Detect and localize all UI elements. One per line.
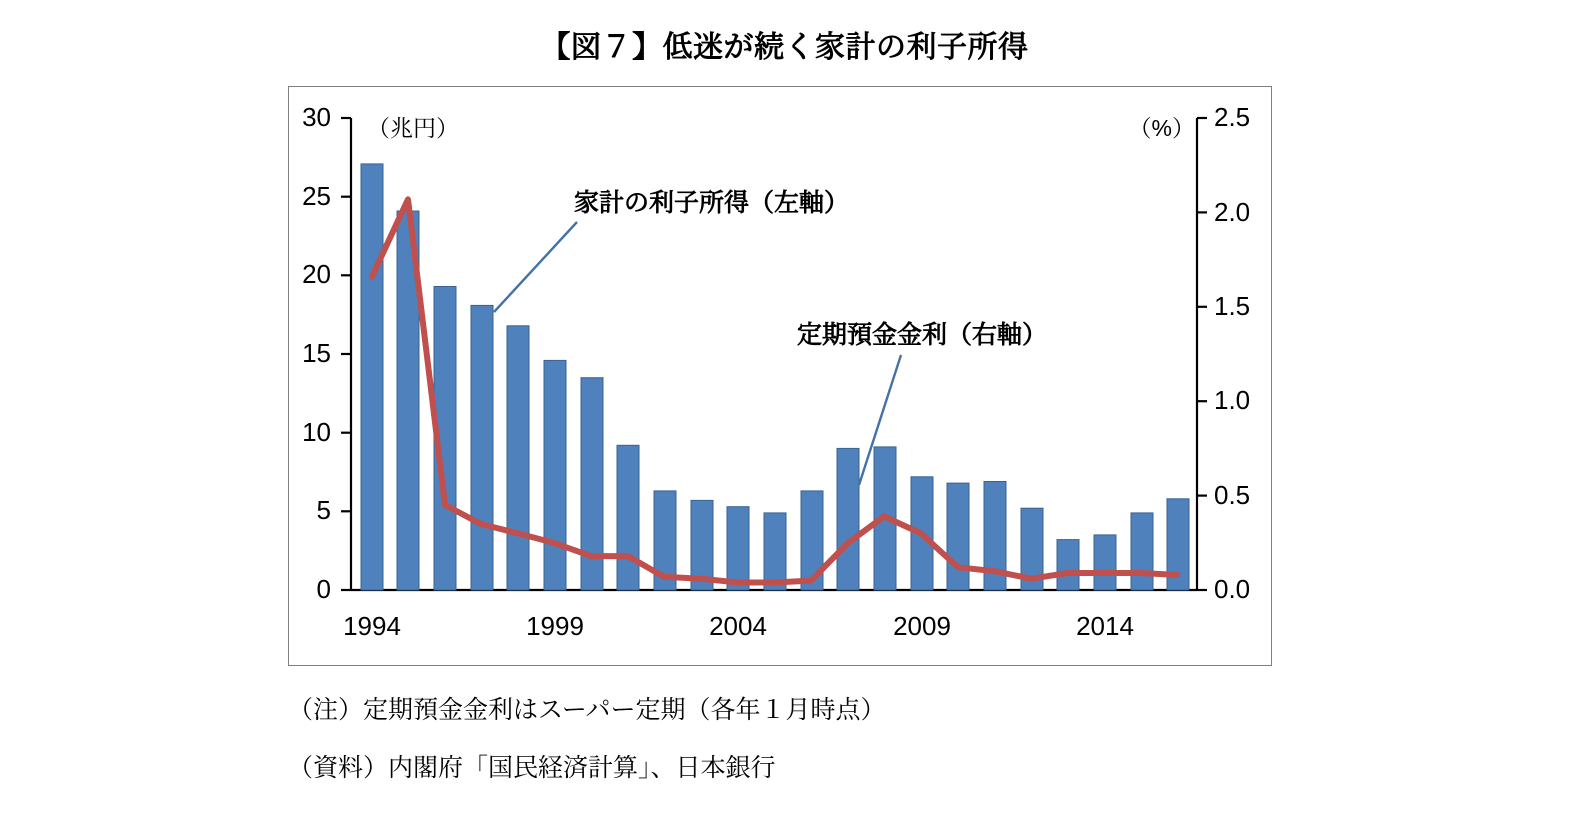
bar-1997 (471, 305, 493, 590)
left-ytick-30: 30 (302, 102, 331, 132)
left-axis-ticks (341, 118, 351, 590)
bar-2010 (947, 483, 969, 590)
bar-2007 (837, 448, 859, 590)
xtick-2004: 2004 (709, 611, 767, 641)
bar-1999 (544, 360, 566, 590)
bar-2004 (727, 507, 749, 590)
bar-1994 (361, 164, 383, 590)
xtick-1999: 1999 (526, 611, 584, 641)
right-ytick-0_0: 0.0 (1214, 574, 1251, 604)
right-ytick-2_5: 2.5 (1214, 102, 1251, 132)
bar-2015 (1131, 513, 1153, 590)
annotation-interest-income: 家計の利子所得（左軸） (574, 189, 850, 217)
right-ytick-1_5: 1.5 (1214, 291, 1251, 321)
left-ytick-10: 10 (302, 417, 331, 447)
leader-line-bars (494, 222, 577, 312)
xtick-1994: 1994 (343, 611, 401, 641)
left-ytick-15: 15 (302, 338, 331, 368)
bar-2014 (1094, 535, 1116, 590)
annotation-deposit-rate: 定期預金金利（右軸） (797, 321, 1048, 349)
bar-2001 (617, 445, 639, 590)
bar-2013 (1057, 540, 1079, 590)
left-ytick-20: 20 (302, 259, 331, 289)
note-line-1: （注）定期預金金利はスーパー定期（各年１月時点） (288, 697, 886, 724)
note-line-2: （資料）内閣府「国民経済計算」、日本銀行 (288, 755, 776, 782)
xtick-2009: 2009 (893, 611, 951, 641)
chart-frame (288, 86, 1272, 666)
right-ytick-1_0: 1.0 (1214, 385, 1251, 415)
chart-plot (289, 87, 1273, 667)
right-ytick-2_0: 2.0 (1214, 197, 1251, 227)
left-axis-unit-label: （兆円） (367, 115, 459, 141)
left-ytick-0: 0 (316, 574, 331, 604)
xtick-2014: 2014 (1076, 611, 1134, 641)
left-ytick-25: 25 (302, 181, 331, 211)
page-title: 【図７】低迷が続く家計の利子所得 (540, 31, 1029, 64)
bar-1998 (507, 326, 529, 590)
right-axis-unit-label: （%） (1128, 115, 1195, 141)
bar-2005 (764, 513, 786, 590)
right-axis-ticks (1197, 118, 1207, 590)
left-ytick-5: 5 (316, 495, 331, 525)
right-ytick-0_5: 0.5 (1214, 480, 1251, 510)
